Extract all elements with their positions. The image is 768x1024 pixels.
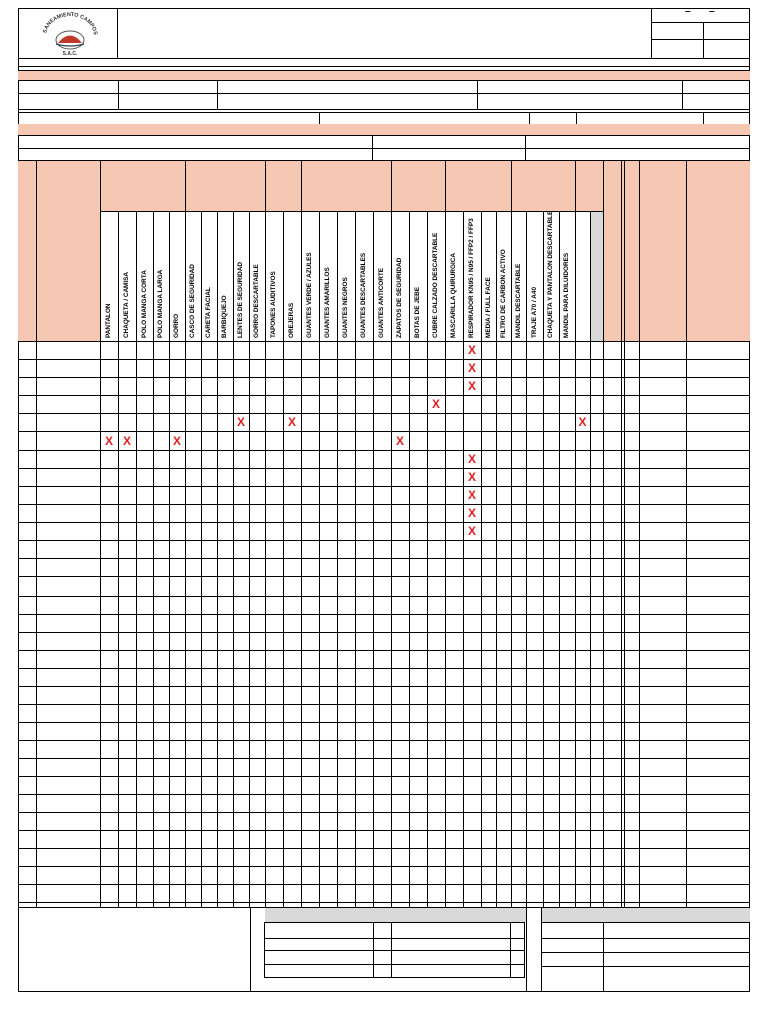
table-col-line [624,160,625,907]
table-col-line [118,211,119,907]
column-label-polo-manga-larga: POLO MANGA LARGA [157,269,164,338]
column-label-guantes-anticorte: GUANTES ANTICORTE [378,267,385,338]
info-line [18,109,750,110]
column-label-casco: CASCO DE SEGURIDAD [189,264,196,338]
table-col-line [337,211,338,907]
column-label-respirador: RESPIRADOR KN95 / N95 / FFP2 / FFP3 [468,218,475,338]
ppe-mark: X [578,415,587,429]
table-row-line [18,486,750,487]
signature-line [541,922,750,923]
table-row-line [18,522,750,523]
form-page [18,8,750,992]
column-label-chaqueta-camisa: CHAQUETA / CAMISA [123,271,130,338]
header-divider [651,22,750,23]
section-line [18,66,750,67]
ppe-mark: X [104,433,113,448]
column-label-zapatos: ZAPATOS DE SEGURIDAD [396,257,403,338]
table-col-line [496,211,497,907]
ppe-mark: X [467,379,476,393]
footer-divider [526,907,527,992]
table-row-line [18,614,750,615]
table-row-line [18,359,750,360]
column-label-tapones: TAPONES AUDITIVOS [270,271,277,338]
page-mark: – [709,6,715,17]
column-label-careta: CARETA FACIAL [205,287,212,338]
column-label-botas: BOTAS DE JEBE [414,286,421,338]
table-col-line [319,211,320,907]
table-line [100,211,603,212]
signature-divider [603,922,604,992]
summary-divider [391,922,392,978]
table-col-line [373,211,374,907]
table-row-line [18,812,750,813]
summary-divider [373,922,374,978]
column-label-barbiquejo: BARBIQUEJO [221,295,228,338]
summary-divider [510,922,511,978]
ppe-mark: X [287,415,296,429]
table-row-line [18,650,750,651]
signature-line [541,938,750,939]
column-label-polo-manga-corta: POLO MANGA CORTA [140,270,148,338]
summary-line [264,938,525,939]
summary-line [264,964,525,965]
table-col-line [100,211,101,907]
ppe-mark: X [467,343,476,357]
table-row-line [18,830,750,831]
table-col-line [463,211,464,907]
table-col-line [185,211,186,907]
table-col-line [575,211,576,907]
table-col-line [153,211,154,907]
info-divider [703,112,704,124]
table-col-line [301,211,302,907]
company-logo [38,10,102,56]
ppe-mark: X [467,361,476,375]
ppe-mark: X [172,433,181,448]
column-label-orejeras: OREJERAS [288,302,295,338]
table-row-line [18,596,750,597]
table-col-line [249,211,250,907]
section-band [18,70,750,81]
table-col-line [621,160,622,907]
extra-col-fill [590,211,603,341]
table-col-line [217,211,218,907]
ppe-mark: X [122,433,131,448]
section-line [18,58,750,59]
ppe-mark: X [236,415,245,429]
info-divider [477,81,478,109]
table-col-line [201,211,202,907]
footer-divider [250,907,251,992]
table-col-line [36,160,37,907]
header-divider [117,8,118,58]
table-col-line [391,211,392,907]
table-col-line [283,211,284,907]
table-row-line [18,848,750,849]
table-col-line [136,211,137,907]
signature-line [541,952,750,953]
summary-header [265,908,526,922]
svg-text:SANEAMIENTO CAMPOS [42,12,98,36]
ppe-mark: X [467,452,476,466]
table-row-line [18,413,750,414]
table-row-line [18,794,750,795]
table-row-line [18,758,750,759]
table-row-line [18,558,750,559]
info-line [18,112,750,113]
column-label-media-full: MEDIA / FULL FACE [484,277,492,338]
table-row-line [18,377,750,378]
table-col-line [265,211,266,907]
ppe-mark: X [431,397,440,411]
table-col-line [526,211,527,907]
table-col-line [169,211,170,907]
table-col-line [355,211,356,907]
column-label-guantes-verdes: GUANTES VERDE / AZULES [306,252,313,338]
table-col-line [409,211,410,907]
info-line [18,93,750,94]
table-row-line [18,450,750,451]
logo-arc-text: SANEAMIENTO CAMPOS [42,11,99,36]
table-row-line [18,704,750,705]
table-row-line [18,722,750,723]
header-divider [651,8,652,58]
table-row-line [18,341,750,342]
table-row-line [18,632,750,633]
table-col-line [445,211,446,907]
logo-sub-text: S.A.C. [62,51,78,56]
table-row-line [18,468,750,469]
column-label-cubre-calzado: CUBRE CALZADO DESCARTABLE [432,232,439,338]
column-label-filtro: FILTRO DE CARBON ACTIVO [499,249,507,338]
column-label-mandil-diluidores: MANDIL PARA DILUIDORES [563,252,570,338]
info-divider [319,112,320,124]
column-label-pantalon: PANTALON [105,303,112,338]
table-row-line [18,395,750,396]
header-divider [703,22,704,58]
info-divider [525,136,526,160]
table-row-line [18,540,750,541]
column-label-guantes-amarillos: GUANTES AMARILLOS [324,267,331,338]
ppe-mark: X [395,433,404,448]
column-label-guantes-negros: GUANTES NEGROS [342,277,349,338]
ppe-mark: X [467,524,476,538]
ppe-mark: X [467,470,476,484]
table-row-line [18,504,750,505]
table-row-line [18,686,750,687]
column-label-mascarilla: MASCARILLA QUIRURGICA [450,253,457,338]
table-row-line [18,866,750,867]
ppe-mark: X [467,506,476,520]
info-divider [217,81,218,109]
table-row-line [18,884,750,885]
table-col-line [603,160,604,907]
table-col-line [543,211,544,907]
table-col-line [233,211,234,907]
table-col-line [481,211,482,907]
table-row-line [18,902,750,903]
signature-header [542,908,750,922]
table-row-line [18,431,750,432]
info-divider [118,81,119,109]
info-divider [576,112,577,124]
column-label-chaqueta-pantalon-desc: CHAQUETA Y PANTALON DESCARTABLE [547,210,554,338]
table-col-line [427,211,428,907]
column-label-gorro-desc: GORRO DESCARTABLE [253,264,260,338]
info-line [18,148,750,149]
table-line [18,160,750,161]
info-divider [682,81,683,109]
column-label-traje: TRAJE A70 / A40 [530,286,538,338]
table-row-line [18,668,750,669]
column-label-mandil-desc: MANDIL DESCARTABLE [514,263,522,338]
table-col-line [686,160,687,907]
signature-line [541,966,750,967]
info-divider [529,112,530,124]
column-label-gorro: GORRO [173,313,180,338]
table-col-line [559,211,560,907]
summary-line [264,950,525,951]
ppe-mark: X [467,488,476,502]
table-row-line [18,776,750,777]
column-label-lentes: LENTES DE SEGURIDAD [237,262,244,338]
page-mark: – [685,6,691,17]
table-row-line [18,740,750,741]
table-col-line [511,211,512,907]
section-band [18,124,750,136]
table-row-line [18,576,750,577]
column-label-guantes-desc: GUANTES DESCARTABLES [360,252,367,338]
table-col-line [590,211,591,907]
info-divider [372,136,373,160]
table-col-line [639,160,640,907]
header-divider [651,39,750,40]
